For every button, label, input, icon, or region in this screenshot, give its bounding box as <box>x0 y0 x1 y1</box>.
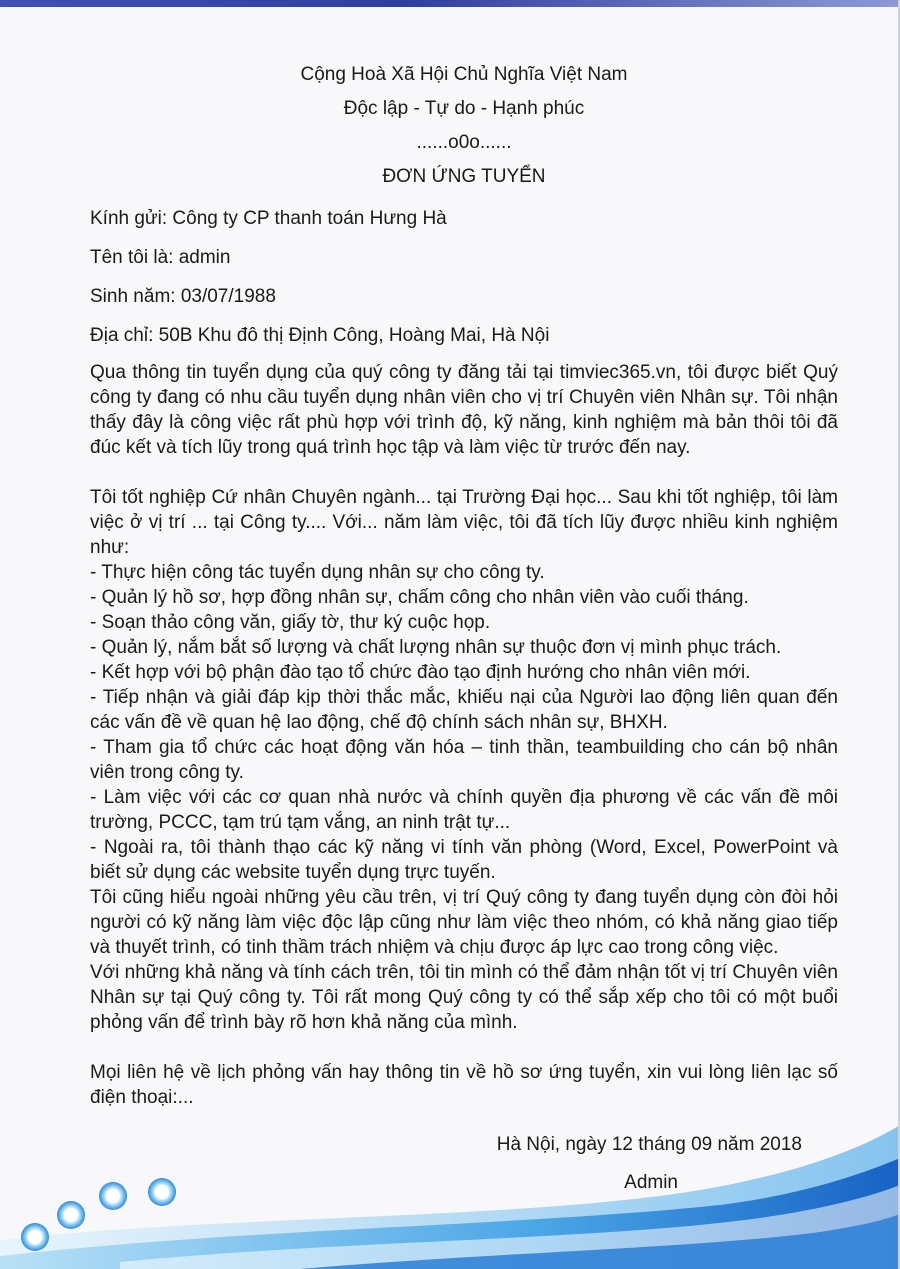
experience-list <box>90 560 838 885</box>
address-line: Địa chỉ: 50B Khu đô thị Định Công, Hoàng Mai, Hà Nội <box>90 325 550 346</box>
list-item: - Quản lý, nắm bắt số lượng và chất lượng nhân sự thuộc đơn vị mình phục trách. <box>90 637 782 658</box>
list-item: - Ngoài ra, tôi thành thạo các kỹ năng vi tính văn phòng (Word, Excel, PowerPoint và biết sử dụng các website tuyển dụng trực tuyến. <box>90 837 838 883</box>
list-item: - Soạn thảo công văn, giấy tờ, thư ký cuộc họp. <box>90 612 491 633</box>
letter-title: ĐƠN ỨNG TUYỂN <box>382 166 546 187</box>
signer-name: Admin <box>624 1172 678 1193</box>
recipient-line: Kính gửi: Công ty CP thanh toán Hưng Hà <box>90 208 447 229</box>
intro-paragraph: Qua thông tin tuyển dụng của quý công ty đăng tải tại timviec365.vn, tôi được biết Quý công ty đang có nhu cầu tuyển dụng nhân viên cho vị trí Chuyên viên Nhân sự. Tôi nhận thấy đây là công việc rất phù hợp với trình độ, kỹ năng, kinh nghiệm mà bản thôi tôi đã đúc kết và tích lũy trong quá trình học tập và làm việc từ trước đến nay. <box>90 362 838 458</box>
list-item: - Thực hiện công tác tuyển dụng nhân sự cho công ty. <box>90 562 545 583</box>
list-item: - Tham gia tổ chức các hoạt động văn hóa – tinh thần, teambuilding cho cán bộ nhân viên trong công ty. <box>90 737 838 783</box>
closing-paragraph: Với những khả năng và tính cách trên, tôi tin mình có thể đảm nhận tốt vị trí Chuyên viên Nhân sự tại Quý công ty. Tôi rất mong Quý công ty có thể sắp xếp cho tôi có một buổi phỏng vấn để trình bày rõ hơn khả năng của mình. <box>90 962 838 1033</box>
list-item: - Làm việc với các cơ quan nhà nước và chính quyền địa phương về các vấn đề môi trường, PCCC, tạm trú tạm vắng, an ninh trật tự... <box>90 787 838 833</box>
birth-date: Sinh năm: 03/07/1988 <box>90 286 276 307</box>
list-item: - Kết hợp với bộ phận đào tạo tổ chức đào tạo định hướng cho nhân viên mới. <box>90 662 751 683</box>
country-name: Cộng Hoà Xã Hội Chủ Nghĩa Việt Nam <box>300 64 628 85</box>
signature-block <box>90 1132 838 1195</box>
contact-paragraph: Mọi liên hệ về lịch phỏng vấn hay thông tin về hồ sơ ứng tuyển, xin vui lòng liên lạc số điện thoại:... <box>90 1062 838 1108</box>
list-item: - Quản lý hồ sơ, hợp đồng nhân sự, chấm công cho nhân viên vào cuối tháng. <box>90 587 749 608</box>
list-item: - Tiếp nhận và giải đáp kịp thời thắc mắc, khiếu nại của Người lao động liên quan đến các vấn đề về quan hệ lao động, chế độ chính sách nhân sự, BHXH. <box>90 687 838 733</box>
letter-header <box>90 58 838 194</box>
skills-paragraph: Tôi cũng hiểu ngoài những yêu cầu trên, vị trí Quý công ty đang tuyển dụng còn đòi hỏi người có kỹ năng làm việc độc lập cũng như làm việc theo nhóm, có khả năng giao tiếp và thuyết trình, có tinh thầm trách nhiệm và chịu được áp lực cao trong công việc. <box>90 887 838 958</box>
header-separator: ......o0o...... <box>416 132 512 153</box>
applicant-name: Tên tôi là: admin <box>90 247 231 268</box>
national-motto: Độc lập - Tự do - Hạnh phúc <box>343 98 585 119</box>
place-date: Hà Nội, ngày 12 tháng 09 năm 2018 <box>496 1134 802 1155</box>
letter-content <box>90 58 838 1195</box>
experience-paragraph: Tôi tốt nghiệp Cứ nhân Chuyên ngành... tại Trường Đại học... Sau khi tốt nghiệp, tôi làm việc ở vị trí ... tại Công ty.... Với... năm làm việc, tôi đã tích lũy được nhiều kinh nghiệm như: <box>90 487 838 558</box>
